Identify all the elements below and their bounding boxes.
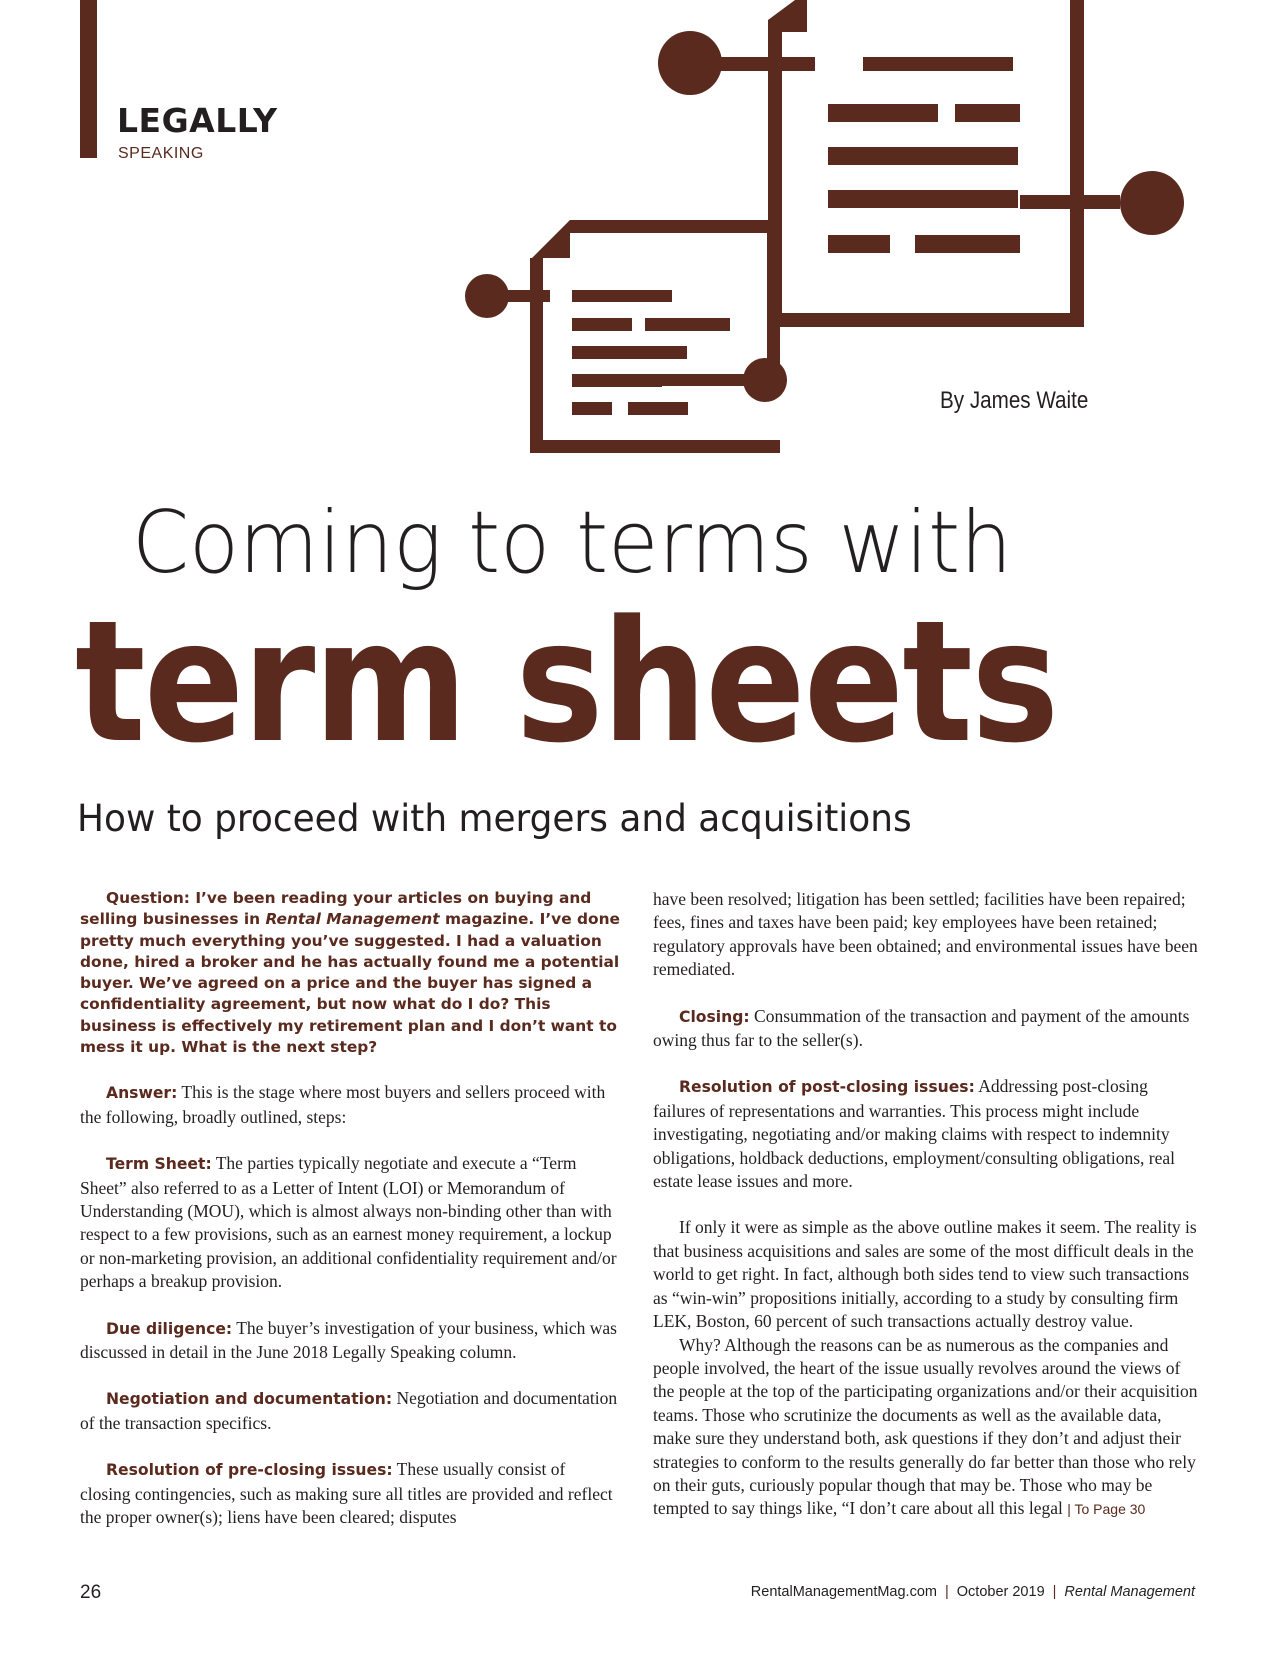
headline-line-1: Coming to terms with [132,493,1012,593]
right-column [653,888,1198,1522]
footer-publication: Rental Management [1064,1584,1195,1600]
small-doc-fold [530,220,570,260]
section-bar [80,0,97,158]
step-due-diligence: Due diligence: The buyer’s investigation of your business, which was discussed in detail in the June 2018 Legally Speaking column. [80,1317,617,1363]
footer-separator: | [944,1584,949,1600]
page-number: 26 [80,1582,102,1603]
footer-website: RentalManagementMag.com [750,1584,937,1600]
large-doc-fold [768,0,795,32]
step-negotiation: Negotiation and documentation: Negotiation and documentation of the transaction specifics. [80,1388,618,1433]
footer-info [751,1584,1195,1600]
body-paragraph-1: If only it were as simple as the above outline makes it seem. The reality is that business acquisitions and sales are some of the most difficult deals in the world to get right. In fact, although both sides tend to view such transactions as “win-win” propositions initially, according to a study by consulting firm LEK, Boston, 60 percent of such transactions actually destroy value. [653,1217,1197,1332]
step-term-sheet: Term Sheet: The parties typically negotiate and execute a “Term Sheet” also referred to as a Letter of Intent (LOI) or Memorandum of Understanding (MOU), which is almost always non-binding other than with respect to a few provisions, such as an earnest money requirement, a lockup or non-marketing provision, an additional confidentiality requirement and/or perhaps a breakup provision. [80,1153,617,1292]
pre-closing-continuation: have been resolved; litigation has been settled; facilities have been repaired; fees, fines and taxes have been paid; key employees have been retained; regulatory approvals have been obtained; and environmental issues have been remediated. [653,889,1198,980]
jump-link[interactable]: | To Page 30 [1067,1501,1146,1518]
step-pre-closing: Resolution of pre-closing issues: These usually consist of closing contingencies, such as making sure all titles are provided and reflect the proper owner(s); liens have been cleared; disputes [80,1459,613,1528]
small-doc-node-right [743,358,787,402]
large-doc-node-right [1120,171,1184,235]
step-post-closing: Resolution of post-closing issues: Addressing post-closing failures of representations and warranties. This process might include investigating, negotiating and/or making claims with respect to indemnity obligations, holdback deductions, employment/consulting obligations, real estate lease issues and more. [653,1076,1176,1192]
large-doc-right-edge [1070,0,1084,327]
byline: By James Waite [940,387,1089,414]
small-doc-left-edge [530,258,543,453]
section-subtitle: SPEAKING [118,145,204,162]
small-doc-bottom-edge [530,440,780,453]
headline-line-2: term sheets [75,584,1058,780]
section-title: LEGALLY [117,101,278,140]
large-doc-bottom-edge [768,313,1084,327]
magazine-name: Rental Management [265,910,440,929]
left-column [80,888,620,1529]
footer-separator: | [1052,1584,1057,1600]
step-closing: Closing: Consummation of the transaction and payment of the amounts owing thus far to the seller(s). [653,1005,1190,1051]
reader-question: Question: I’ve been reading your articles on buying and selling businesses in Rental Management magazine. I’ve done pretty much everything you’ve suggested. I had a valuation done, hired a broker and he has actually found me a potential buyer. We’ve agreed on a price and the buyer has signed a confidentiality agreement, but now what do I do? This business is effectively my retirement plan and I don’t want to mess it up. What is the next step? [80,889,620,1057]
connected-documents-icon [460,0,1220,470]
answer-paragraph: Answer: This is the stage where most buyers and sellers proceed with the following, broadly outlined, steps: [80,1082,606,1127]
deck: How to proceed with mergers and acquisitions [77,797,912,840]
footer-date: October 2019 [956,1584,1045,1600]
body-paragraph-2: Why? Although the reasons can be as numerous as the companies and people involved, the heart of the issue usually revolves around the views of the people at the top of the participating organizations and/or their acquisition teams. Those who scrutinize the documents as well as the available data, make sure they understand both, ask questions if they don’t and adjust their strategies to conform to the results generally do far better than those who rely on their guts, curiously popular though that may be. Those who may be tempted to say things like, “I don’t care about all this legal | To Page 30 [653,1334,1198,1519]
